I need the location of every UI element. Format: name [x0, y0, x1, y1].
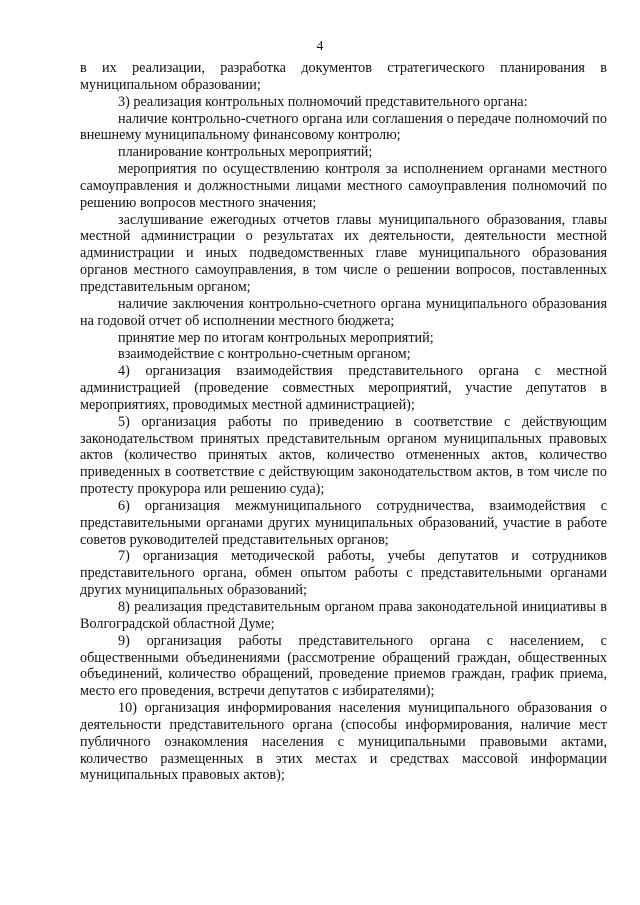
paragraph-continuation: в их реализации, разработка документов стратегического планирования в муниципальном образовании;: [80, 60, 607, 93]
paragraph-item-6: 6) организация межмуниципального сотрудничества, взаимодействия с представительными органами других муниципальных образований, участие в работе советов руководителей представительных органов;: [80, 497, 607, 548]
paragraph-item-8: 8) реализация представительным органом права законодательной инициативы в Волгоградской областной Думе;: [80, 599, 607, 632]
paragraph-item-5: 5) организация работы по приведению в соответствие с действующим законодательством принятых представительным органом муниципальных правовых актов (количество принятых актов, количество отмененных актов, количество приведенных в соответствие с действующим законодательством актов, в том числе по протесту прокурора или решению суда);: [80, 413, 607, 498]
paragraph-budget-conclusion: наличие заключения контрольно-счетного органа муниципального образования на годовой отчет об исполнении местного бюджета;: [80, 295, 607, 329]
paragraph-item-4: 4) организация взаимодействия представительного органа с местной администрацией (проведение совместных мероприятий, участие депутатов в мероприятиях, проводимых местной администрацией);: [80, 363, 607, 413]
paragraph-control-body: наличие контрольно-счетного органа или соглашения о передаче полномочий по внешнему муниципальному финансовому контролю;: [80, 110, 607, 144]
paragraph-control-interaction: взаимодействие с контрольно-счетным органом;: [118, 346, 411, 363]
document-body: [80, 60, 607, 784]
paragraph-control-planning: планирование контрольных мероприятий;: [118, 144, 373, 161]
paragraph-item-3-heading: 3) реализация контрольных полномочий представительного органа:: [118, 93, 528, 110]
paragraph-item-7: 7) организация методической работы, учебы депутатов и сотрудников представительного органа, обмен опытом работы с представительными органами других муниципальных образований;: [80, 548, 607, 599]
paragraph-annual-reports: заслушивание ежегодных отчетов главы муниципального образования, главы местной администрации о результатах их деятельности, деятельности местной администрации и иных подведомственных главе муниципального образования органов местного самоуправления, в том числе о решении вопросов, поставленных представительным органом;: [80, 211, 607, 295]
paragraph-item-10: 10) организация информирования населения муниципального образования о деятельности представительного органа (способы информирования, наличие мест публичного ознакомления населения с муниципальными правовыми актами, количество размещенных в этих местах и средствах массовой информации муниципальных правовых актов);: [80, 700, 607, 784]
paragraph-control-measures: мероприятия по осуществлению контроля за исполнением органами местного самоуправления и должностными лицами местного самоуправления полномочий по решению вопросов местного значения;: [80, 161, 607, 211]
paragraph-item-9: 9) организация работы представительного органа с населением, с общественными объединениями (рассмотрение обращений граждан, общественных объединений, количество обращений, проведение приемов граждан, график приема, место его проведения, встречи депутатов с избирателями);: [80, 632, 607, 700]
paragraph-control-results: принятие мер по итогам контрольных мероприятий;: [118, 329, 434, 346]
page-number: 4: [316, 38, 324, 53]
